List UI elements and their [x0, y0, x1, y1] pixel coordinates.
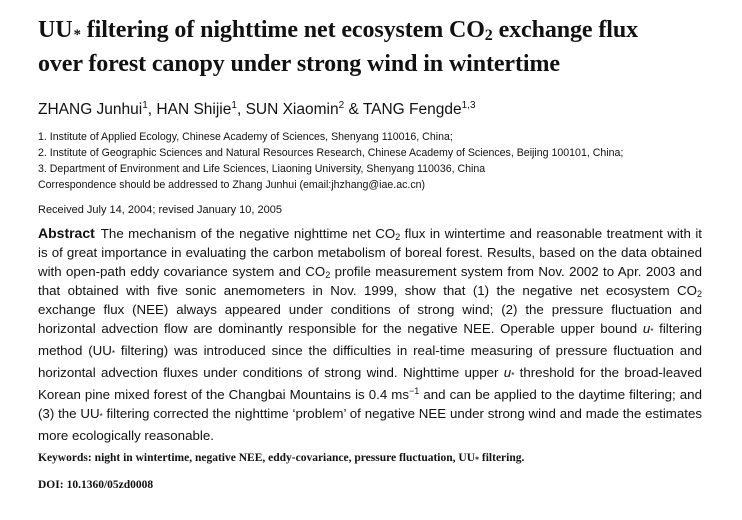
affiliation: 2. Institute of Geographic Sciences and Natural Resources Research, Chinese Academy of Sciences, Beijing 100101, China;	[38, 147, 624, 159]
doi-value: 10.1360/05zd0008	[66, 479, 154, 491]
title-line-2: over forest canopy under strong wind in wintertime	[38, 51, 560, 77]
author: ZHANG Junhui$^1$,	[38, 100, 157, 118]
doi	[38, 477, 710, 493]
affiliation: 3. Department of Environment and Life Sciences, Liaoning University, Shenyang 110036, China	[38, 163, 486, 175]
author: TANG Fengde$^{1,3}$	[362, 100, 476, 118]
paper-title	[38, 16, 710, 79]
title-part: exchange flux	[492, 17, 638, 43]
abstract: Abstract The mechanism of the negative nighttime net $CO_2$ flux in wintertime and reasonable treatment with it is of great importance in evaluating the carbon metabolism of boreal forest. Results, based on the data obtained with open-path eddy covariance system and $CO_2$ profile measurement system from Nov. 2002 to Apr. 2003 and that obtained with five sonic anemometers in Nov. 1999, show that (1) the negative net ecosystem $CO_2$ exchange flux (NEE) always appeared under conditions of strong wind; (2) the pressure fluctuation and horizontal advection flow are dominantly responsible for the negative NEE. Operable upper bound u* filtering method (UU* filtering) was introduced since the difficulties in real-time measuring of pressure fluctuation and horizontal advection fluxes under conditions of strong wind. Nighttime upper u* threshold for the broad-leaved Korean pine mixed forest of the Changbai Mountains is 0.4 $ms^{-1}$ and can be applied to the daytime filtering; and (3) the UU* filtering corrected the nighttime ‘problem’ of negative NEE under strong wind and made the estimates more ecologically reasonable.	[38, 225, 703, 443]
author: SUN Xiaomin$^2$ &	[245, 100, 363, 118]
keywords: Keywords: night in wintertime, negative NEE, eddy-covariance, pressure fluctuation, UU* filtering.	[38, 452, 525, 464]
title-star: *	[73, 27, 81, 43]
title-subscript: 2	[484, 27, 493, 44]
author: HAN Shijie$^1$,	[156, 100, 246, 118]
title-part: filtering of nighttime net ecosystem CO	[80, 17, 485, 43]
u-star-symbol: u*	[503, 365, 515, 380]
paper-page	[38, 16, 710, 493]
affiliation: 1. Institute of Applied Ecology, Chinese Academy of Sciences, Shenyang 110016, China;	[38, 131, 453, 143]
author-list	[38, 100, 710, 120]
keywords-label: Keywords:	[38, 452, 92, 464]
affiliation-list	[38, 129, 710, 193]
correspondence: Correspondence should be addressed to Zhang Junhui (email:jhzhang@iae.ac.cn)	[38, 179, 426, 191]
received-dates: Received July 14, 2004; revised January 10, 2005	[38, 204, 282, 216]
u-star-symbol: u*	[642, 321, 654, 336]
abstract-label: Abstract	[38, 225, 95, 241]
title-part: UU	[38, 17, 73, 43]
doi-label: DOI:	[38, 479, 64, 491]
